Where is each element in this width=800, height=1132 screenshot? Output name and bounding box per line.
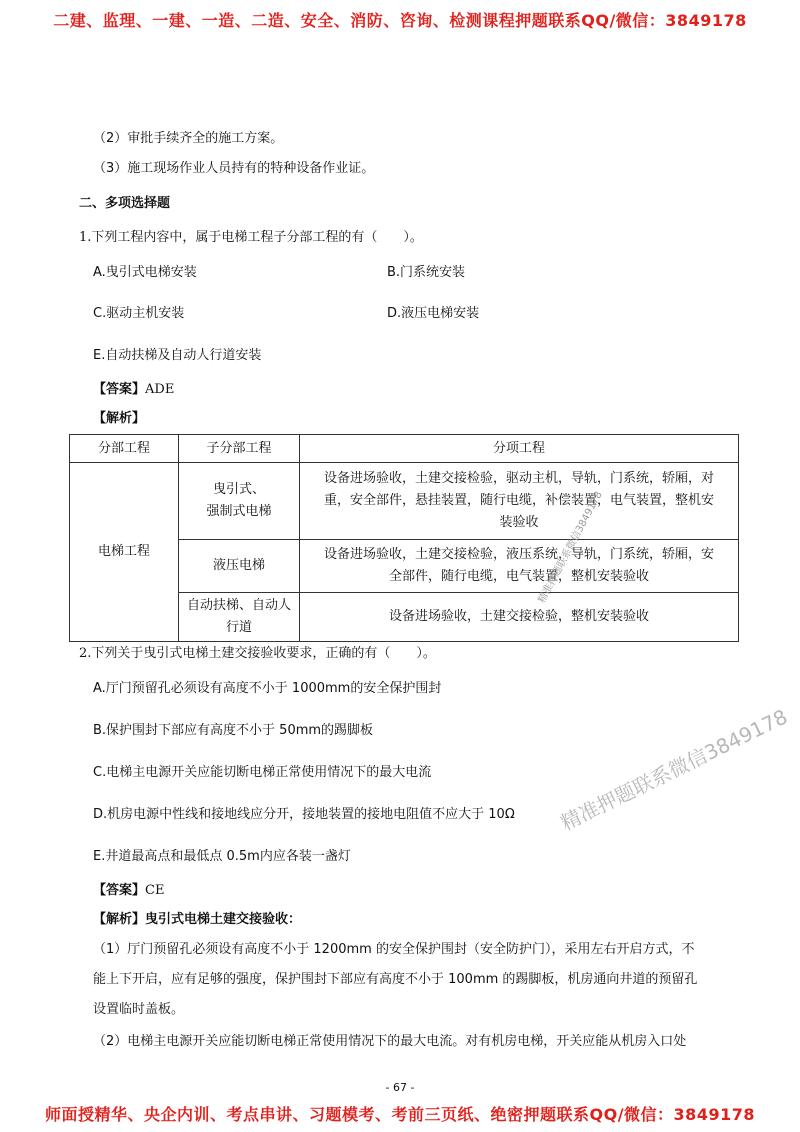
items-line: 重，安全部件，悬挂装置，随行电缆，补偿装置，电气装置，整机安 [323, 493, 714, 508]
watermark-small: 精准押题联系微信3849178 [536, 489, 605, 606]
items-cell [300, 463, 739, 540]
table-row [70, 463, 739, 540]
bottom-promo-banner: 师面授精华、央企内训、考点串讲、习题模考、考前三页纸、绝密押题联系QQ/微信：3849178 [45, 1105, 755, 1124]
top-promo-banner: 二建、监理、一建、一造、二造、安全、消防、咨询、检测课程押题联系QQ/微信：3849178 [53, 11, 747, 30]
q1-option-e: E.自动扶梯及自动人行道安装 [93, 348, 262, 363]
q2-option-e: E.井道最高点和最低点 0.5m内应各装一盏灯 [93, 849, 351, 864]
items-line: 设备进场验收，土建交接检验，液压系统，导轨，门系统，轿厢，安 [323, 547, 714, 562]
q2-analysis-paragraph-line: 设置临时盖板。 [93, 1002, 185, 1017]
division-cell: 电梯工程 [70, 463, 179, 642]
header-items: 分项工程 [300, 435, 739, 463]
q1-answer [93, 378, 174, 397]
q2-analysis-label: 【解析】 [93, 912, 146, 927]
q2-analysis-title: 曳引式电梯土建交接验收： [145, 912, 302, 927]
header-division: 分部工程 [70, 435, 179, 463]
watermark-large: 精准押题联系微信3849178 [556, 704, 792, 836]
q2-answer [93, 879, 164, 898]
q1-option-d: D.液压电梯安装 [387, 306, 480, 321]
q2-option-b: B.保护围封下部应有高度不小于 50mm的踢脚板 [93, 723, 374, 738]
q2-answer-label: 【答案】 [93, 883, 146, 898]
q2-option-d: D.机房电源中性线和接地线应分开，接地装置的接地电阻值不应大于 10Ω [93, 807, 515, 822]
subdivision-line: 强制式电梯 [206, 504, 272, 519]
subdivision-cell: 液压电梯 [179, 540, 300, 593]
header-subdivision: 子分部工程 [179, 435, 300, 463]
q2-analysis-heading [93, 908, 301, 927]
items-line: 全部件，随行电缆，电气装置，整机安装验收 [388, 569, 649, 584]
q2-option-c: C.电梯主电源开关应能切断电梯正常使用情况下的最大电流 [93, 765, 432, 780]
q1-answer-label: 【答案】 [93, 382, 146, 397]
subdivision-cell [179, 463, 300, 540]
subdivision-cell [179, 593, 300, 642]
q1-analysis-label: 【解析】 [93, 411, 146, 426]
q2-analysis-paragraph-line: 能上下开启，应有足够的强度，保护围封下部应有高度不小于 100mm 的踢脚板，机房通向井道的预留孔 [93, 972, 698, 987]
q1-answer-value: ADE [145, 382, 175, 397]
q2-analysis-paragraph-line: （2）电梯主电源开关应能切断电梯正常使用情况下的最大电流。对有机房电梯，开关应能从机房入口处 [93, 1034, 687, 1049]
items-cell: 设备进场验收，土建交接检验，整机安装验收 [300, 593, 739, 642]
q1-option-b: B.门系统安装 [387, 265, 466, 280]
q1-option-a: A.曳引式电梯安装 [93, 265, 197, 280]
q1-option-c: C.驱动主机安装 [93, 306, 185, 321]
intro-item-3: （3）施工现场作业人员持有的特种设备作业证。 [93, 161, 375, 176]
items-cell [300, 540, 739, 593]
page-number: - 67 - [385, 1081, 415, 1094]
q2-analysis-paragraph-line: （1）厅门预留孔必须设有高度不小于 1200mm 的安全保护围封（安全防护门），采用左右开启方式，不 [93, 942, 695, 957]
q1-stem: 1.下列工程内容中，属于电梯工程子分部工程的有（ ）。 [79, 230, 423, 245]
table-header-row [70, 435, 739, 463]
q2-answer-value: CE [145, 883, 165, 898]
section-title: 二、多项选择题 [79, 196, 171, 211]
intro-item-2: （2）审批手续齐全的施工方案。 [93, 131, 284, 146]
subdivision-line: 行道 [225, 620, 252, 635]
items-line: 装验收 [499, 515, 539, 530]
subdivision-table [69, 434, 739, 642]
q2-option-a: A.厅门预留孔必须设有高度不小于 1000mm的安全保护围封 [93, 681, 442, 696]
subdivision-line: 自动扶梯、自动人 [186, 598, 291, 613]
q2-stem: 2.下列关于曳引式电梯土建交接验收要求，正确的有（ ）。 [79, 646, 436, 661]
subdivision-line: 曳引式、 [212, 482, 265, 497]
items-line: 设备进场验收，土建交接检验，驱动主机，导轨，门系统，轿厢，对 [323, 471, 714, 486]
